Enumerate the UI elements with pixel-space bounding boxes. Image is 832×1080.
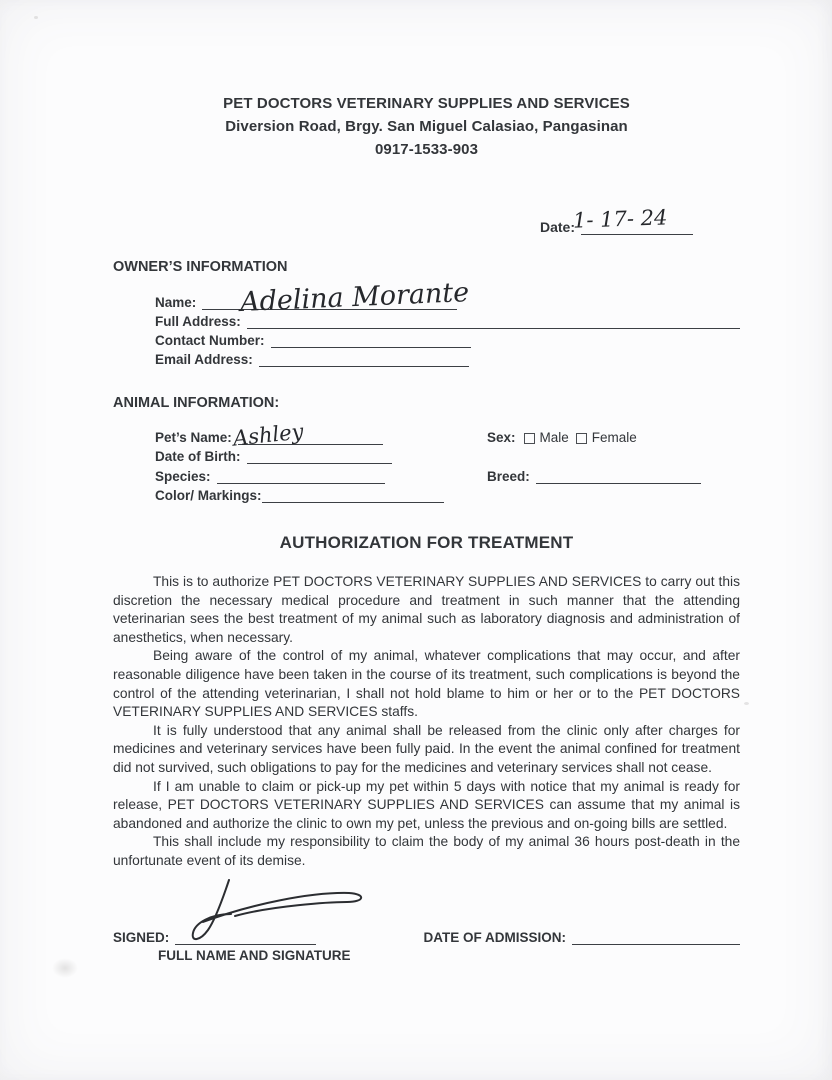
date-handwritten-value: 1- 17- 24 [572, 205, 668, 233]
pet-name-field [155, 418, 487, 451]
owner-name-blank-line [202, 294, 457, 310]
sex-field [487, 430, 637, 445]
date-of-admission-label: DATE OF ADMISSION: [423, 929, 566, 945]
contact-number-row [155, 329, 740, 348]
species-blank-line [217, 468, 385, 484]
pet-name-label: Pet’s Name: [155, 429, 232, 445]
email-address-blank-line [259, 351, 469, 367]
male-checkbox [524, 433, 535, 444]
date-field-row [113, 205, 740, 235]
form-content [113, 92, 740, 963]
sex-label: Sex: [487, 429, 516, 445]
breed-label: Breed: [487, 468, 530, 484]
owner-name-row [155, 277, 740, 318]
owner-name-handwritten-value: Adelina Morante [239, 277, 470, 318]
scan-speck [744, 702, 749, 705]
signed-caption: FULL NAME AND SIGNATURE [158, 947, 351, 963]
date-of-birth-label: Date of Birth: [155, 449, 241, 464]
animal-info-fields [155, 418, 740, 503]
authorization-paragraph-1: This is to authorize PET DOCTORS VETERINARY SUPPLIES AND SERVICES to carry out this discretion the necessary medical procedure and treatment in such manner that the attending veterinarian sees the best treatment of my animal such as laboratory diagnosis and administration of anesthetics, when necessary. [113, 574, 740, 645]
date-of-admission-blank-line [572, 929, 740, 945]
authorization-paragraphs [113, 573, 740, 871]
authorization-paragraph-5: This shall include my responsibility to claim the body of my animal 36 hours post-death in the unfortunate event of its demise. [113, 834, 740, 868]
date-blank-line [581, 219, 693, 235]
full-address-label: Full Address: [155, 314, 241, 329]
contact-number-label: Contact Number: [155, 333, 265, 348]
date-of-admission-field [424, 929, 741, 945]
contact-number-blank-line [271, 332, 471, 348]
color-markings-label: Color/ Markings: [155, 488, 262, 503]
clinic-header [113, 92, 740, 161]
scan-speck [34, 16, 38, 19]
clinic-phone: 0917-1533-903 [374, 141, 479, 158]
owner-info-title: OWNER’S INFORMATION [113, 259, 288, 275]
authorization-title: AUTHORIZATION FOR TREATMENT [279, 533, 574, 552]
clinic-address: Diversion Road, Brgy. San Miguel Calasiao, Pangasinan [225, 118, 628, 135]
email-address-row [155, 348, 740, 367]
authorization-paragraph-3: It is fully understood that any animal shall be released from the clinic only after charges for medicines and veterinary services have been fully paid. In the event the animal confined for treatment did not survived, such obligations to pay for the medicines and veterinary services shall not cease. [113, 722, 740, 775]
date-label: Date: [540, 219, 576, 235]
species-field [155, 468, 487, 484]
female-option-label: Female [591, 429, 637, 445]
species-breed-row [155, 464, 740, 484]
owner-info-fields [155, 277, 740, 367]
color-markings-blank-line [262, 487, 444, 503]
breed-blank-line [536, 468, 701, 484]
full-address-blank-line [247, 313, 740, 329]
full-address-row [155, 310, 740, 329]
date-of-birth-field [155, 448, 487, 464]
female-checkbox [576, 433, 587, 444]
color-markings-row [155, 484, 740, 504]
species-label: Species: [155, 468, 211, 484]
date-of-birth-row [155, 445, 740, 465]
owner-name-label: Name: [155, 295, 197, 310]
signed-label: SIGNED: [113, 929, 170, 945]
signed-blank-line [175, 929, 315, 945]
male-option-label: Male [539, 429, 569, 445]
date-of-birth-blank-line [247, 448, 392, 464]
email-address-label: Email Address: [155, 352, 253, 367]
color-markings-field [155, 487, 487, 503]
authorization-paragraph-4: If I am unable to claim or pick-up my pet within 5 days with notice that my animal is ready for release, PET DOCTORS VETERINARY SUPPLIES AND SERVICES can assume that my animal is abandoned and authorize the clinic to own my pet, unless the previous and on-going bills are settled. [113, 778, 740, 831]
signature-row [113, 923, 740, 945]
clinic-name: PET DOCTORS VETERINARY SUPPLIES AND SERVICES [223, 95, 630, 112]
pet-name-blank-line [238, 429, 383, 445]
scan-smudge [52, 958, 78, 978]
breed-field [487, 468, 701, 484]
pet-name-sex-row [155, 418, 740, 451]
pet-name-handwritten-value: Ashley [231, 418, 305, 451]
authorization-paragraph-2: Being aware of the control of my animal, whatever complications that may occur, and after reasonable diligence have been taken in the course of its treatment, such complications is beyond the control of the attending veterinarian, I shall not hold blame to him or her or to the PET DOCTORS VETERINARY SUPPLIES AND SERVICES staffs. [113, 648, 740, 720]
animal-info-title: ANIMAL INFORMATION: [113, 395, 280, 411]
